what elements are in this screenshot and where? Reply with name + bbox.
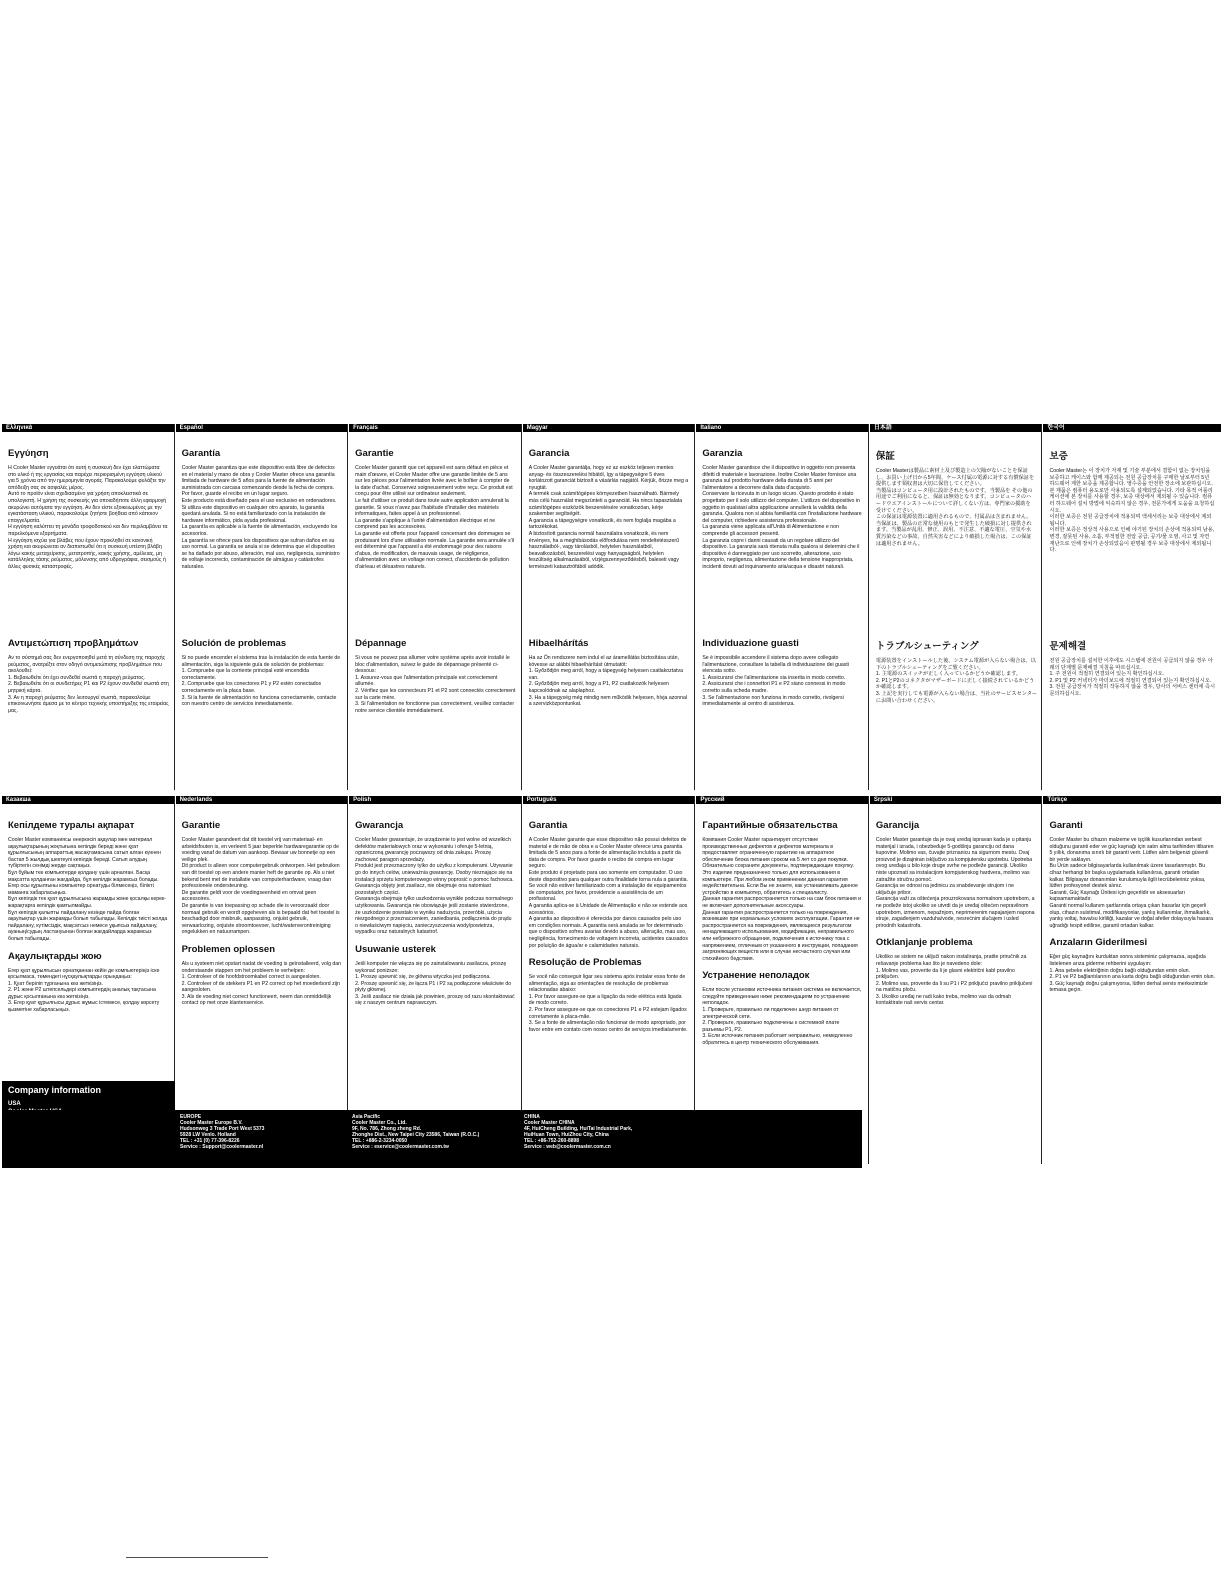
warranty-title: Εγγύηση xyxy=(8,448,49,459)
lang-column xyxy=(523,796,696,1164)
lang-column xyxy=(349,796,522,1164)
language-row-1 xyxy=(2,424,1222,790)
troubleshooting-text: Егер қуат құрылғысын орнатқаннан кейін де компьютеріңіз іске қосылмаса, төмендегі нұсқаулықтарды орындаңыз: 1. Қуат беріліп тұрғанына көз жеткізіңіз. 2. P1 және P2 штепсельдері компьютердің аналық тақтасына дұрыс қосылғанына көз жеткізіңіз. 3. Егер қуат құрылғысы дұрыс жұмыс істемесе, қолдау көрсету қызметіне хабарласыңыз. xyxy=(8,967,160,1014)
language-tab: Srpski xyxy=(870,796,1042,804)
footer-china xyxy=(518,1110,690,1168)
warranty-title: Gwarancja xyxy=(355,820,404,831)
lang-column xyxy=(696,796,869,1164)
troubleshooting-title: Dépannage xyxy=(355,638,407,649)
troubleshooting-text: Αν το σύστημά σας δεν ενεργοποιηθεί μετά τη σύνδεση της παροχής ρεύματος, ανατρέξτε στον οδηγό αντιμετώπισης προβλημάτων που ακολουθεί: 1. Βεβαιωθείτε ότι έχει συνδεθεί σωστά η παροχή ρεύματος. 2. Βεβαιωθείτε ότι οι συνδετήρες P1 και P2 έχουν συνδεθεί σωστά στη μητρική κάρτα. 3. Αν η παροχή ρεύματος δεν λειτουργεί σωστά, παρακαλούμε επικοινωνήστε άμεσα με το κέντρο τεχνικής υποστήριξης της εταιρείας μας. xyxy=(8,655,169,714)
troubleshooting-text: Eğer güç kaynağını kurduktan sonra sisteminiz çalışmazsa, aşağıda listelenen arıza giderme rehberini uygulayın: 1. Ana şebeke elektriğinin doğru bağlı olduğundan emin olun. 2. P1 ve P2 bağlantılarının ana karta doğru bağlı olduğundan emin olun. 3. Güç kaynağı doğru çalışmıyorsa, lütfen derhal servis merkezimizle temasa geçin. xyxy=(1049,954,1216,994)
warranty-title: Garanzia xyxy=(702,448,743,459)
warranty-title: 保証 xyxy=(875,451,895,462)
warranty-text: Cooler Masterは製品に素材上及び製造上の欠陥がないことを保証し、お買い上げ日から5年間、ケース付属の電源に対する有償保証を提供します領収書は大切に保管してください。 当製品はコンピュータ用に設計されたものです。当製品を その他の用途でご利用になると、保証は無効となります。コンピュータのハードウエアインストールについて詳しくない方は、専門家の援助を受けてください。 この保証は電源装置に適用されるもので、付属品は含まれません。 当保証は、製品の正常な使用のもとで発生した破損に対し提供されます。当製品が乱用、修正、誤用、不注意、不適な電圧、空気や水質汚染などの事故、自然災害などにより破損した場合は、この保証は適用されません。 xyxy=(875,468,1035,547)
lang-column xyxy=(523,424,696,790)
lang-column xyxy=(696,424,869,790)
troubleshooting-title: Arızaların Giderilmesi xyxy=(1049,937,1148,949)
lang-column xyxy=(1043,424,1221,790)
warranty-title: Гарантийные обязательства xyxy=(702,820,838,831)
lang-column xyxy=(176,424,349,790)
footer-spacer xyxy=(2,1110,174,1168)
troubleshooting-text: Jeśli komputer nie włącza się po zainstalowaniu zasilacza, proszę wykonać poniższe: 1. Proszę upewnić się, że główna wtyczka jest podłączona. 2. Proszę upewnić się, że łącza P1 i P2 są podłączone właściwie do płyty głównej. 3. Jeśli zasilacz nie działa jak powinien, proszę od razu skontaktować się z naszym centrum naprawczym. xyxy=(355,960,515,1007)
troubleshooting-title: Usuwanie usterek xyxy=(355,943,436,955)
warranty-text: Cooler Master garantiza que este dispositivo está libre de defectos en el material y mano de obra y Cooler Master ofrece una garantía limitada de hardware de 5 años para la fuente de alimentación suministrada con carcasa comenzando desde la fecha de compra. Por favor, guarde el recibo en un lugar seguro. Este producto está diseñado para el uso exclusivo en ordenadores. Si utiliza este dispositivo en cualquier otro aparato, la garantía quedará anulada. Si no está familiarizado con la instalación de hardware informático, pida ayuda profesional. La garantía es aplicable a la fuente de alimentación, excluyendo los accesorios. La garantía se ofrece para los dispositivos que sufran daños en su uso normal. La garantía se anula si se determina que el dispositivo se ha dañado por abuso, alteración, mal uso, negligencia, suministro de voltaje incorrecto, contaminación de almágua y catástrofes naturales. xyxy=(181,465,340,570)
warranty-title: Garancia xyxy=(528,448,570,459)
troubleshooting-title: Hibaelhárítás xyxy=(528,638,589,649)
warranty-title: Garantie xyxy=(355,448,394,459)
troubleshooting-title: Individuazione guasti xyxy=(702,638,799,649)
manual-sheet xyxy=(2,424,1222,1164)
language-row-2 xyxy=(2,796,1222,1164)
troubleshooting-title: Ақаулықтарды жою xyxy=(8,950,102,962)
troubleshooting-title: 문제해결 xyxy=(1049,641,1087,652)
troubleshooting-title: トラブルシューティング xyxy=(875,641,979,652)
warranty-text: Cooler Master garantit que cet appareil est sans défaut en pièce et main d'œuvre, et Cooler Master offre une garantie limitée de 5 ans sur les pièces pour l'alimentation livrée avec le boîtier à compter de la date d'achat. Conservez soigneusement votre reçu. Ce produit est conçu pour être utilisé sur ordinateur seulement. Le fait d'utiliser ce produit dans toute autre application annulerait la garantie. Si vous n'avez pas l'habitude d'installer des matériels informatiques, faites appel à un professionnel. La garantie s'applique à l'unité d'alimentation électrique et ne comprend pas les accessoires. La garantie est offerte pour l'appareil concernant des dommages se produisant lors d'une utilisation normale. La garantie sera annulée s'il est déterminé que l'appareil a été endommagé pour des raisons d'abus, de modification, de mauvais usage, de négligence, d'alimentation avec un voltage non correct, d'accidents de pollution d'air/eau et désastres naturels. xyxy=(355,465,515,570)
warranty-text: Η Cooler Master εγγυάται ότι αυτή η συσκευή δεν έχει ελαττώματα στο υλικό ή της εργασίας και παρέχει περιορισμένη εγγύηση υλικού για 5 χρόνια από την ημερομηνία αγοράς. Παρακαλούμε φυλάξτε την απόδειξη σας σε ασφαλές μέρος. Αυτό το προϊόν είναι σχεδιασμένο για χρήση αποκλειστικά σε υπολογιστή. Η χρήση της συσκευής για οποιαδήποτε άλλη εφαρμογή ακυρώνει αυτόματα την εγγύηση. Αν δεν είστε εξοικειωμένος με την εγκατάσταση υλικού, παρακαλούμε ζητήστε βοήθεια από κάποιον επαγγελματία. Η εγγύηση καλύπτει τη μονάδα τροφοδοτικού και δεν περιλαμβάνει τα παρελκόμενα εξαρτήματα. Η εγγύηση ισχύει για βλάβες που έχουν προκληθεί σε κανονική χρήση και ακυρώνεται αν διαπιστωθεί ότι η συσκευή υπέστη βλάβη λόγω κακής μεταχείρισης, μετατροπής, κακής χρήσης, αμέλειας, μη κατάλληλης τάσης ρεύματος, μόλυνσης από υδρογράφια, σεισμούς ή άλλες φυσικές καταστροφές. xyxy=(8,465,168,570)
troubleshooting-title: Resolução de Problemas xyxy=(528,957,642,969)
footer-europe xyxy=(174,1110,346,1168)
troubleshooting-text: Si vous ne pouvez pas allumer votre système après avoir installé le bloc d'alimentation, suivez le guide de dépannage présenté ci-dessous: 1. Assurez-vous que l'alimentation principale est correctement allumée. 2. Vérifiez que les connecteurs P1 et P2 sont connectés correctement sur la carte mère. 3. Si l'alimentation ne fonctionne pas correctement, veuillez contacter notre service clientèle immédiatement. xyxy=(355,655,516,714)
language-tab: Français xyxy=(349,424,521,432)
troubleshooting-text: Si no puede encender el sistema tras la instalación de esta fuente de alimentación, siga la siguiente guía de solución de problemas: 1. Compruebe que la corriente principal esté encendida correctamente. 2. Compruebe que los conectores P1 y P2 estén conectados correctamente en la placa base. 3. Si la fuente de alimentación no funciona correctamente, contacte con nuestro centro de servicios inmediatamente. xyxy=(181,655,341,708)
warranty-text: A Cooler Master garante que esse dispositivo não possui defeitos de material e de mão de obra e a Cooler Master oferece uma garantia limitada de 5 anos para a fonte de alimentação incluída a partir da data de compra. Por favor guarde o recibo de compra em lugar seguro. Este produto é projetado para uso somente em computador. O uso deste dispositivo para qualquer outra finalidade torna nula a garantia. Se você não estiver familiarizado com a instalação de equipamentos de computador, por favor, providencie a assistência de um profissional. A garantia aplica-se à Unidade de Alimentação e não se estende aos acessórios. A garantia ao dispositivo é oferecida por danos causados pelo uso em condições normais. A garantia será anulada se for determinado que o dispositivo sofreu avarias devido a abuso, alteração, mau uso, negligência, fornecimento de voltagem incorreta, acidentes causados por poluição de água/ar e calamidades naturais. xyxy=(528,837,688,949)
lang-column xyxy=(2,424,175,790)
language-tab: Polish xyxy=(349,796,521,804)
warranty-title: Кепілдеме туралы ақпарат xyxy=(8,820,135,831)
troubleshooting-title: Otklanjanje problema xyxy=(875,937,973,949)
language-tab: Ελληνικά xyxy=(2,424,174,432)
warranty-text: Cooler Master garantuje da je ovaj uređaj ispravan kada je u pitanju materijal i izrada, i obezbeđuje 5-godišnju garanciju od dana kupovine. Molimo vas, čuvajte priznanicu na sigurnom mestu. Ovaj proizvod je dizajniran isključivo za kompjutersku upotrebu. Upotreba ovog uređaja u bilo koje druge svrhe ne podleže garanciji. Ukoliko niste upoznati sa instalacijom kompjuterskog hardvera, molimo vas zatražite stručnu pomoć. Garancija se odnosi na jedinicu za snabdevanje strujom i ne uključuje pribor. Garancija važi za oštećenja prouzrokovana normalnom upotrebom, a ne podleže istoj ukoliko se utvrdi da je uređaj oštećen nepravilnom upotrebom, izmenom, nepažnjom, neprimerenim napajanjem napona struje, zagađenjem vazduha/vode, nesrećnim slučajem i usled prirodnih katastrofa. xyxy=(875,837,1035,929)
warranty-text: Cooler Master bu cihazın malzeme ve işçilik kusurlarından serbest olduğunu garanti eder ve güç kaynağı için satın alma tarihinden itibaren 5 yıllık, donanıma sınırlı bir garanti verir. Lütfen alım belgenizi güvenli bir yerde saklayın. Bu Ürün sadece bilgisayarlarda kullanılmak üzere tasarlanmıştır. Bu cihaz herhangi bir başka uygulamada kullanılırsa, garanti ortadan kalkar. Bilgisayar donanımları kurulumuyla ilgili tecrübeleriniz yoksa, lütfen profesyonel destek alınız. Garanti, Güç Kaynağı Ünitesi için geçerlidir ve aksesuarları kapsamamaktadır. Garanti normal kullanım şartlarında ortaya çıkan hasarlar için geçerli olup, cihazın suistimal, modifikasyonlar, yanlış kullanımlar, ihmalkarlık, yanlış voltaj, hava/su kirliliği, kazalar ve doğal afetler dolayısıyla hasara uğradığı tespit edilirse, garanti ortadan kalkar. xyxy=(1049,837,1214,929)
language-tab: Español xyxy=(176,424,348,432)
company-asia-address: Asia Pacific Cooler Master Co., Ltd. 9F, No. 786, Zhong zheng Rd. Zhonghe Dist., New Taipei City 23586, Taiwan (R.O.C.) TEL : +886-2-3234-0050 Service : eservice@coolermaster.com.tw xyxy=(352,1114,480,1150)
bottom-rule xyxy=(126,1557,268,1558)
language-tab: Русский xyxy=(696,796,868,804)
footer-asia xyxy=(346,1110,518,1168)
company-footer xyxy=(2,1110,862,1168)
troubleshooting-title: Solución de problemas xyxy=(181,638,287,649)
troubleshooting-text: Ha az Ön rendszere nem indul el az áramellátás biztosítása után, kövesse az alábbi hibaelhárítást útmutatót: 1. Győződjön meg arról, hogy a tápegység helyesen csatlakoztatva van. 2. Győződjön meg arról, hogy a P1, P2 csatlakozók helyesen kapcsolódnak az alaplaphoz. 3. Ha a tápegység még mindig nem működik helyesen, hívja azonnal a szervizközpontunkat. xyxy=(528,655,688,708)
troubleshooting-title: Устранение неполадок xyxy=(702,970,810,982)
warranty-text: Cooler Master gwarantuje, że urządzenie to jest wolne od wszelkich defektów materiałowych oraz w wykonaniu i oferuje 5-letnią, ograniczoną gwarancję począwszy od dnia zakupu. Proszę zachować paragon sprzedaży. Produkt jest przeznaczony tylko do użytku z komputerami. Używanie go do innych celów, unieważnia gwarancję. Osoby nieznające się na instalacji sprzętu komputerowego winny poprosić o pomoc fachowca. Gwarancja objęty jest zasilacz, nie obejmuje ona natomiast pozostałych części. Gwarancja obejmuje tylko uszkodzenia wynikłe podczas normalnego użytkowania. Gwarancja nie obowiązuje jeśli zostanie stwierdzone, że uszkodzenie powstało w wyniku nadużycia, przeróbki, użycia niezgodnego z przeznaczeniem, zaniedbania, podłączenia do prądu o niewłaściwym napięciu, zanieczyszczenia wody/powietrza, wypadku oraz naturalnych katastrof. xyxy=(355,837,514,936)
lang-column xyxy=(349,424,522,790)
company-europe-address: EUROPE Cooler Master Europe B.V. Hudsonweg 3 Trade Port West 5373 5928 LW Venlo. Holland TEL : +31 (0) 77-396-8226 Service : Support@coolermaster.nl xyxy=(180,1114,265,1150)
language-tab: Казакша xyxy=(2,796,174,804)
language-tab: Türkçe xyxy=(1043,796,1221,804)
lang-column xyxy=(870,796,1043,1164)
lang-column xyxy=(176,796,349,1164)
language-tab: Nederlands xyxy=(176,796,348,804)
language-tab: Português xyxy=(523,796,695,804)
company-usa-address: USA xyxy=(8,1101,21,1107)
company-info-title: Company information xyxy=(8,1085,102,1095)
troubleshooting-text: 전원 공급장치를 설치한 이후에도 시스템에 전원이 공급되지 않을 경우 아래의 단계별 문제해결 지침을 따르십시오. 1. 주 전원이 적절히 연결되어 있는지 확인하십시오. 2. P1 및 P2 커넥터가 마더보드에 적절히 연결되어 있는지 확인하십시오. 3. 전원 공급장치가 적절히 작동하지 않을 경우, 당사의 서비스 센터에 즉시 문의하십시오. xyxy=(1049,658,1215,697)
troubleshooting-text: Ukoliko se sistem ne uključi nakon instaliranja, pratite priručnik za rešavanje problema kao što je navedeno dole: 1. Molimo vas, proverite da li je glavni električni kabl pravilno priključen. 2. Molimo vas, proverite da li su P1 i P2 priključci pravilno priključeni na matičnu ploču. 3. Ukoliko uređaj ne radi kako treba, molimo vas da odmah kontaktirate naš servis centar. xyxy=(875,954,1033,1007)
warranty-text: Cooler Master garandeert dat dit toestel vrij van materiaal- en arbeidsfouten is, en verleent 5 jaar beperkte hardwaregarantie op de voeding vanaf de datum van aankoop. Bewaar uw bonnetje op een veilige plek. Dit product is alleen voor computergebruik ontworpen. Het gebruiken van dit toestel op een andere manier heft de garantie op. Als u niet bekend bent met de installatie van computerhardware, vraag dan professionele ondersteuning. De garantie geldt voor de voedingseenheid en omvat geen accessoires. De garantie is van toepassing op schade die is veroorzaakt door normaal gebruik en wordt opgeheven als is bepaald dat het toestel is beschadigd door misbruik, aanpassing, onjuist gebruik, verwaarlozing, onjuiste stroomtoevoer, lucht/waterverontreiniging ongelukken en natuurrampen. xyxy=(181,837,340,936)
troubleshooting-title: Αντιμετώπιση προβλημάτων xyxy=(8,638,139,649)
troubleshooting-text: Если после установки источника питания система не включается, следуйте приведенным ниже рекомендациям по устранению неполадок. 1. Проверьте, правильно ли подключен шнур питания от электрической сети. 2. Проверьте, правильно подключены к системной плате разъемы P1, P2. 3. Если источник питания работает неправильно, немедленно обратитесь в центр технического обслуживания. xyxy=(702,987,862,1047)
language-tab: 한국어 xyxy=(1043,424,1221,432)
warranty-text: A Cooler Master garantálja, hogy ez az eszköz teljesen mentes anyag- és összeszerelési hibától, így a tápegységre 5 éves korlátozott garanciát biztosít a vásárlás napjától. Kérjük, őrizze meg a nyugtát. A termék csak számítógépes környezetben használható. Bármely más célú használat megszünteti a garanciát. Ha nincs tapasztalata számítógépes eszközök beszerelésére vonatkozóan, kérje szakember segítségét. A garancia a tápegységre vonatkozik, és nem foglalja magába a tartozékokat. A biztosított garancia normál használatra vonatkozik, és nem érvényes, ha a meghibásodás előfordulása nem rendeltetésszerű használatból-, vagy tárolásból, helytelen használatból, beavatkozásból, beszerelési vagy hanyagságból, helytelen feszültség alkalmazásából, vízjégszennyeződésből, baleseti vagy természeti katasztrófából adódik. xyxy=(528,465,689,570)
lang-column xyxy=(870,424,1043,790)
warranty-title: 보증 xyxy=(1049,451,1068,462)
company-china-address: CHINA Cooler Master CHINA 4F, HuiCheng Building, HuiTai Industrial Park, HuiHuan Town, HuiZhou City, China TEL : +86-752-260-8898 Service : web@coolermaster.com.cn xyxy=(524,1114,633,1150)
warranty-text: Компания Cooler Master гарантирует отсутствие производственных дефектов и дефектов материала в предоставляет ограниченную гарантию на аппаратное обеспечение блока питания сроком на 5 лет со дня покупки. Обязательно сохраните документы, подтверждающие покупку. Это изделие предназначено только для использования в компьютере. При любом ином применении данная гарантия недействительна. Если Вы не знаете, как устанавливать данное устройство в компьютер, обратитесь к специалисту. Данная гарантия распространяется только на сам блок питания и не включает дополнительные аксессуары. Данная гарантия распространяется только на повреждения, возникшие при нормальных условиях эксплуатации. Гарантия не распространяется на повреждения, являющиеся результатом ненадлежащего использования, модификации, неправильного или небрежного обращения, подключения к источнику тока с напряжением, отличным от указанного в инструкции, попадания загрязняющих веществ или в случае несчастного случая или стихийного бедствия. xyxy=(702,837,862,962)
warranty-text: Cooler Master garantisce che il dispositivo in oggetto non presenta difetti di materiale e lavorazione. Inoltre Cooler Master fornisce una garanzia sul prodotto hardware della durata di 5 anni per l'alimentatore a decorrere dalla data d'acquisto. Conservare la ricevuta in un luogo sicuro. Questo prodotto è stato progettato per il solo utilizzo del computer. L'utilizzo del dispositivo in oggetto in qualsiasi altra applicazione annullerà la validità della garanzia. Qualora non si abbia familiarità con l'installazione hardware del computer, richiedere assistenza professionale. La garanzia viene applicata all'Unità di Alimentazione e non comprende gli accessori presenti. La garanzia copre i danni causati da un regolare utilizzo del dispositivo. La garanzia sarà ritenuta nulla qualora si determini che il dispositivo è danneggiato per uso scorretto, alterazione, uso improprio, negligenza, alimentazione della tensione inappropriata, incidenti dovuti ad inquinamento aria/acqua e disastri naturali. xyxy=(702,465,862,570)
warranty-title: Garantia xyxy=(528,820,568,831)
troubleshooting-text: Se você não conseguir ligar seu sistema após instalar essa fonte de alimentação, siga as orientações de resolução de problemas relacionadas abaixo: 1. Por favor assegure-se que a ligação da rede elétrica está ligada de modo correto. 2. Por favor assegure-se que os conectores P1 e P2 estejam ligados corretamente à placa-mãe. 3. Se a fonte de alimentação não funcionar de modo apropriado, por favor entre em contato com nosso centro de serviços imediatamente. xyxy=(528,974,688,1033)
warranty-text: Cooler Master는 이 장치가 자재 및 기술 부분에서 결함이 없는 장치임을 보증하고 케이스와 함께 제공되는 전원 공급장치를 구매한 날로부터 5년 하드웨어 제한 보증을 제공합니다. 영수증을 안전한 장소에 보관하십시오. 본 제품은 컴퓨터 용도로만 사용되도록 설계되었습니다. 기타 목적 어플리케이션에 본 장치를 사용할 경우, 보증 대상에서 제외될 수 있습니다. 컴퓨터 하드웨어 설치 방법에 익숙하지 않은 경우, 전문가에게 도움을 요청하십시오. 이러한 보증은 전원 공급장치에 적용되며 액세서리는 보증 대상에서 제외됩니다. 이러한 보증은 정상적 사용으로 인해 야기된 장치의 손상에 적용되며 남용, 변경, 잘못된 사용, 소홀, 부적절한 전압 공급, 공기/물 오염, 사고 및 자연 재난으로 인해 장치가 손상되었음이 판명될 경우 보증 대상에서 제외됩니다. xyxy=(1049,468,1215,554)
troubleshooting-title: Problemen oplossen xyxy=(181,943,276,955)
troubleshooting-text: 電源装置をインストールした後、システム電源が入らない場合は、以下のトラブルシューティングをご覧ください。 1. 主電源のスイッチが正しく入っているかどうか確認します。 2. P1とP2のコネクタがマザーボードに正しく接続されているかどうか確認します。 3. 上記を実行しても電源が入らない場合は、当社のサービスセンターにお問い合わせください。 xyxy=(875,658,1038,704)
language-tab: 日本語 xyxy=(870,424,1042,432)
language-tab: Magyar xyxy=(523,424,695,432)
troubleshooting-text: Als u systeem niet opstart nadat de voeding is geïnstalleerd, volg dan onderstaande stappen om het probleem te verhelpen: 1. Controleer of de hoofdstroomkabel correct is aangesloten. 2. Controleer of de stekkers P1 en P2 correct op het moederbord zijn aangesloten. 3. Als de voeding niet correct functioneert, neem dan onmiddellijk contact op met onze klantenservice. xyxy=(181,960,342,1007)
language-tab: Italiano xyxy=(696,424,868,432)
warranty-text: Cooler Master компаниясы өнеркәсіп ақаулар мен материал ақаулықтарының жоқтығына кепілдік береді және қуат құрылғысының аппараттық жасақтамасына сатып алған күннен бастап 5 жылдық шектеулі кепілдік береді. Сатып алудың түбіртегін сенімді жерде сақтаңыз. Бұл бұйым тек компьютерде қолдану үшін арналған. Басқа мақсатта қолданған жағдайда, бұл кепілдік жарамсыз болады. Егер осы құрылғыны компьютер орнатуды білмесеңіз, білікті маманға хабарласыңыз. Бұл кепілдік тек қуат құрылғысына жарамды және қосалқы керек-жарақтарға кепілдік қамтылмайды. Бұл кепілдік қалыпты пайдалану кезінде пайда болған ақаулықтар үшін жарамды болып табылады. Кепілдік тиісті жолда пайдалану, күтімсіздік, мақсатсыз немесе ұқыпсыз пайдалану, ауаның/судың ластануынан болған жағдайларда жарамсыз болып табылады. xyxy=(8,837,168,942)
warranty-title: Garantía xyxy=(181,448,221,459)
warranty-title: Garanti xyxy=(1049,820,1083,831)
warranty-title: Garancija xyxy=(875,820,920,831)
warranty-title: Garantie xyxy=(181,820,221,831)
lang-column xyxy=(1043,796,1221,1164)
troubleshooting-text: Se è impossibile accendere il sistema dopo avere collegato l'alimentazione, consultare la tabella di individuazione dei guasti elencata sotto. 1. Assicurarsi che l'alimentazione sia inserita in modo corretto. 2. Assicurarsi che i connettori P1 e P2 siano connessi in modo corretto sulla scheda madre. 3. Se l'alimentazione non funziona in modo corretto, rivolgersi immediatamente al centro di assistenza. xyxy=(702,655,849,708)
